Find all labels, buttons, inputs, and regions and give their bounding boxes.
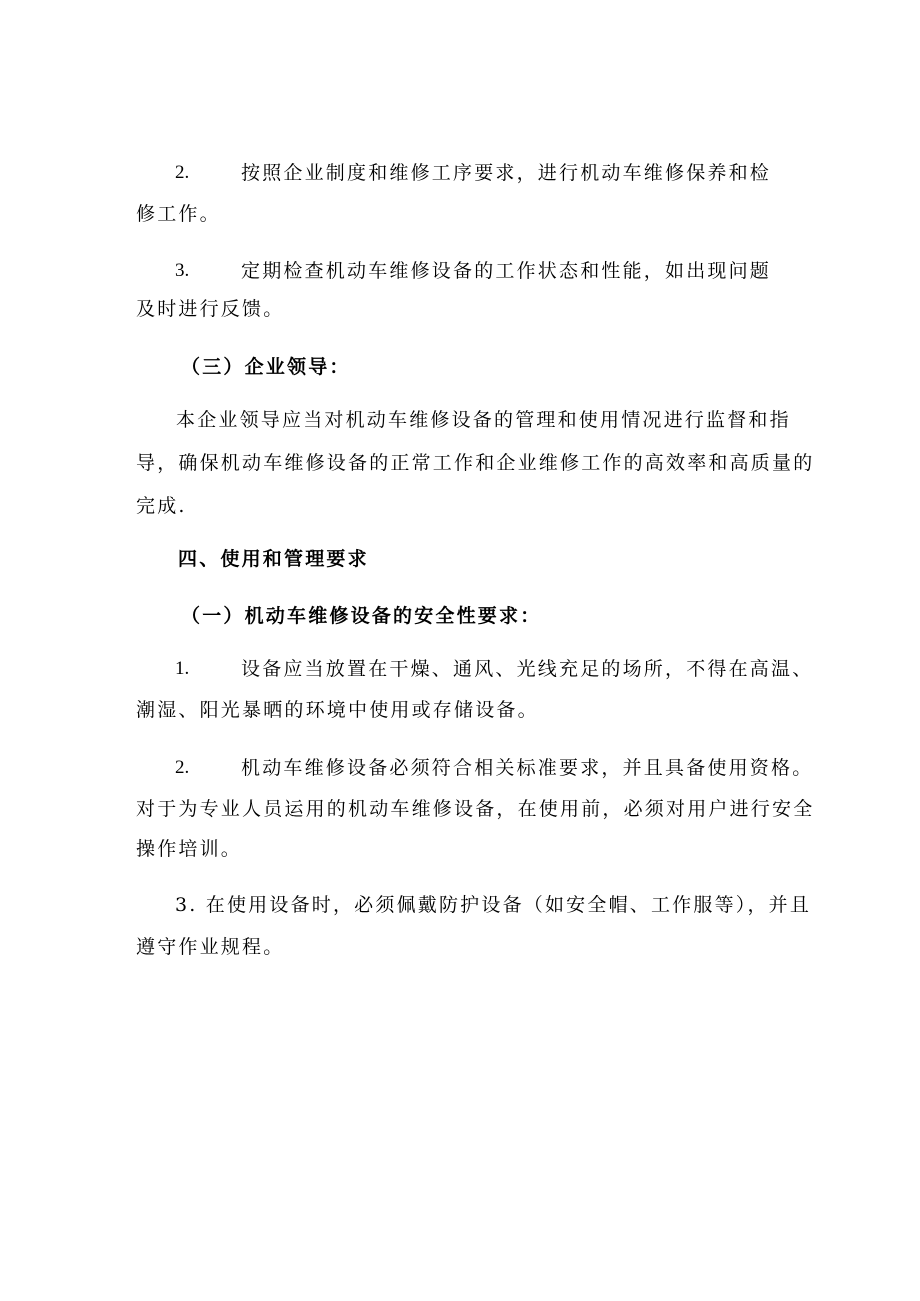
item-number: 3. xyxy=(175,260,190,281)
document-page: 2. 按照企业制度和维修工序要求，进行机动车维修保养和检 修工作。 3. 定期检查机动车维修设备的工作状态和性能，如出现问题 及时进行反馈。 （三）企业领导： 本企业领导应当对机动车维修设备的管理和使用情况进行监督和指 导，确保机动车维修设备的正常工作和企业维修工作的高效率和高质量的 完成. 四、使用和管理要求 （一）机动车维修设备的安全性要求： 1. 设备应当放置在干燥、通风、光线充足的场所，不得在高温、 潮湿、阳光暴晒的环境中使用或存储设备。 2. 机动车维修设备必须符合相关标准要求，并且具备使用资格。 对于为专业人员运用的机动车维修设备，在使用前，必须对用户进行安全 操作培训。 3. 在使用设备时，必须佩戴防护设备（如安全帽、工作服等），并且 遵守作业规程。 xyxy=(136,162,815,958)
item-number: 2. xyxy=(175,757,190,778)
item-number: 2. xyxy=(175,162,190,183)
item-number: 1. xyxy=(175,658,190,679)
